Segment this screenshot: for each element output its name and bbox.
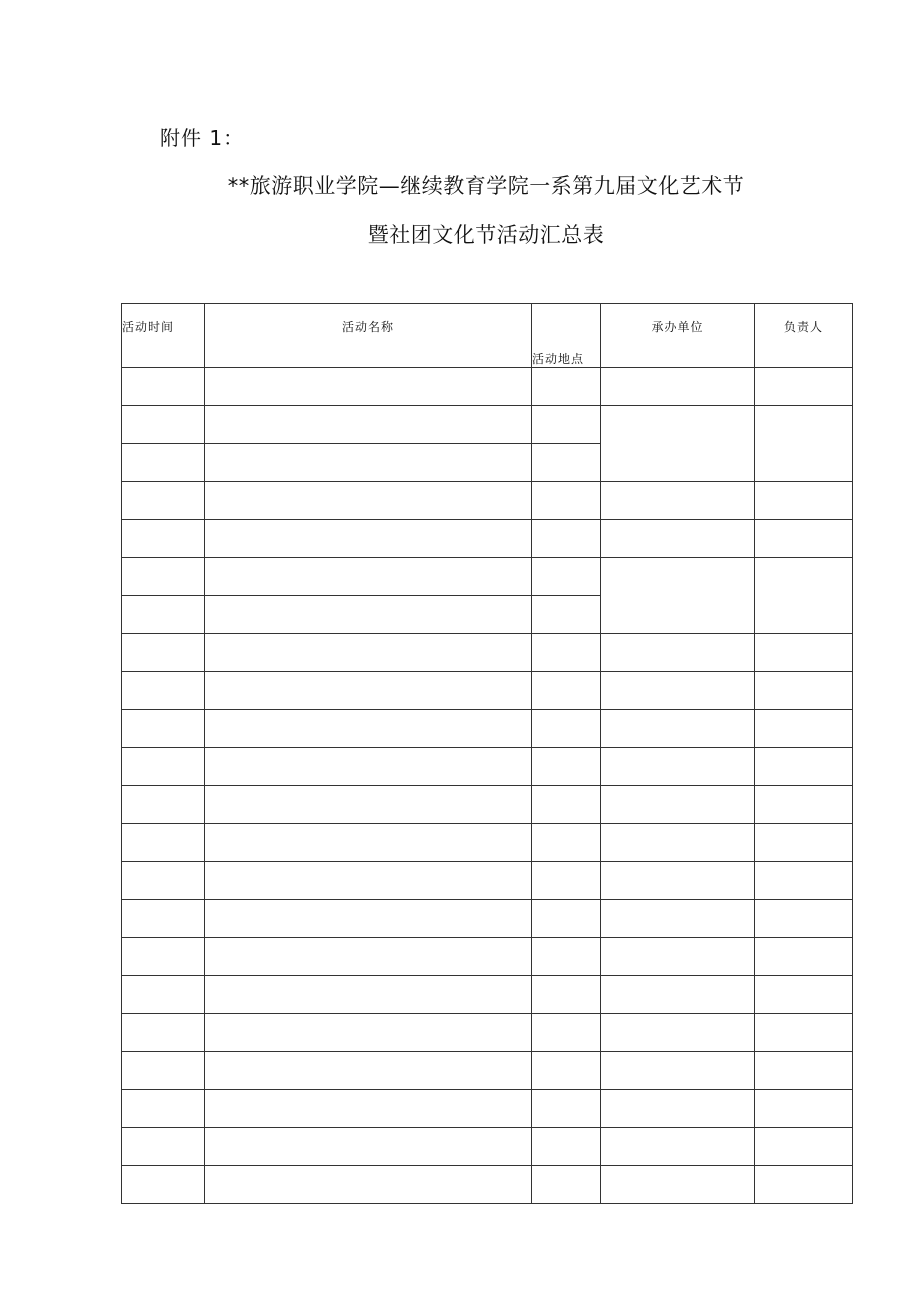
cell-organizer [601,1166,755,1204]
cell-activity-place [532,900,601,938]
cell-responsible-person [755,1090,853,1128]
cell-organizer [601,672,755,710]
cell-organizer [601,862,755,900]
cell-activity-name [205,406,532,444]
cell-activity-place [532,558,601,596]
table-row [122,976,853,1014]
cell-activity-time [122,368,205,406]
table-row [122,900,853,938]
cell-organizer [601,786,755,824]
cell-activity-time [122,558,205,596]
cell-responsible-person [755,710,853,748]
cell-activity-place [532,1090,601,1128]
cell-organizer [601,368,755,406]
cell-responsible-person [755,1014,853,1052]
cell-activity-name [205,482,532,520]
cell-activity-time [122,976,205,1014]
cell-activity-time [122,710,205,748]
cell-activity-place [532,596,601,634]
table-row [122,1014,853,1052]
cell-responsible-person [755,1166,853,1204]
document-title-line-2: 暨社团文化节活动汇总表 [367,223,605,247]
cell-activity-time [122,634,205,672]
table-row [122,710,853,748]
table-header-row [122,304,853,368]
cell-activity-name [205,1014,532,1052]
cell-organizer [601,558,755,634]
cell-responsible-person [755,786,853,824]
cell-responsible-person [755,976,853,1014]
cell-responsible-person [755,634,853,672]
cell-activity-time [122,1128,205,1166]
cell-activity-time [122,444,205,482]
cell-organizer [601,710,755,748]
cell-activity-name [205,1090,532,1128]
cell-activity-name [205,368,532,406]
cell-organizer [601,520,755,558]
cell-organizer [601,748,755,786]
cell-activity-time [122,1090,205,1128]
cell-activity-name [205,862,532,900]
cell-activity-place [532,482,601,520]
cell-activity-name [205,672,532,710]
cell-activity-place [532,710,601,748]
cell-activity-time [122,824,205,862]
cell-activity-place [532,406,601,444]
cell-activity-name [205,786,532,824]
table-row [122,520,853,558]
header-activity-name: 活动名称 [205,304,532,368]
table-row [122,406,853,444]
cell-activity-place [532,1014,601,1052]
cell-activity-time [122,482,205,520]
cell-activity-time [122,862,205,900]
cell-organizer [601,900,755,938]
cell-organizer [601,634,755,672]
cell-activity-time [122,748,205,786]
cell-organizer [601,406,755,482]
cell-responsible-person [755,558,853,634]
table-row [122,1090,853,1128]
table-row [122,558,853,596]
cell-activity-place [532,634,601,672]
table-row [122,1052,853,1090]
cell-organizer [601,1052,755,1090]
cell-activity-place [532,786,601,824]
cell-responsible-person [755,368,853,406]
cell-activity-time [122,1166,205,1204]
table-row [122,368,853,406]
cell-organizer [601,938,755,976]
cell-responsible-person [755,406,853,482]
table-row [122,786,853,824]
cell-activity-name [205,938,532,976]
cell-activity-name [205,558,532,596]
cell-activity-place [532,444,601,482]
cell-organizer [601,824,755,862]
table-row [122,748,853,786]
cell-activity-name [205,1128,532,1166]
table-row [122,634,853,672]
cell-responsible-person [755,862,853,900]
cell-responsible-person [755,938,853,976]
cell-activity-place [532,1052,601,1090]
cell-organizer [601,1014,755,1052]
cell-responsible-person [755,482,853,520]
cell-organizer [601,482,755,520]
cell-responsible-person [755,748,853,786]
cell-activity-name [205,634,532,672]
cell-responsible-person [755,1128,853,1166]
cell-activity-time [122,672,205,710]
cell-organizer [601,1090,755,1128]
table-row [122,1128,853,1166]
cell-organizer [601,976,755,1014]
table-row [122,1166,853,1204]
cell-activity-time [122,900,205,938]
cell-activity-place [532,368,601,406]
header-activity-place: 活动地点 [532,304,601,368]
cell-activity-name [205,444,532,482]
cell-activity-name [205,520,532,558]
cell-activity-time [122,596,205,634]
header-activity-time: 活动时间 [122,304,205,368]
cell-responsible-person [755,520,853,558]
cell-activity-place [532,938,601,976]
cell-activity-place [532,1128,601,1166]
cell-activity-name [205,748,532,786]
cell-activity-place [532,976,601,1014]
cell-activity-place [532,520,601,558]
cell-activity-time [122,938,205,976]
attachment-label: 附件 1： [160,126,245,150]
cell-activity-place [532,1166,601,1204]
cell-activity-place [532,748,601,786]
cell-activity-place [532,862,601,900]
table-row [122,824,853,862]
cell-activity-place [532,672,601,710]
cell-activity-time [122,1014,205,1052]
cell-activity-name [205,900,532,938]
cell-activity-name [205,1052,532,1090]
cell-activity-place [532,824,601,862]
cell-activity-time [122,1052,205,1090]
cell-activity-time [122,406,205,444]
cell-activity-name [205,976,532,1014]
table-row [122,672,853,710]
table-body [122,368,853,1204]
cell-responsible-person [755,824,853,862]
activity-summary-table [121,303,853,1204]
header-responsible-person: 负责人 [755,304,853,368]
table-row [122,862,853,900]
cell-organizer [601,1128,755,1166]
document-title-line-1: **旅游职业学院—继续教育学院一系第九届文化艺术节 [227,174,745,198]
cell-responsible-person [755,1052,853,1090]
cell-activity-name [205,1166,532,1204]
cell-activity-name [205,710,532,748]
cell-activity-name [205,596,532,634]
table-row [122,938,853,976]
cell-activity-time [122,786,205,824]
cell-responsible-person [755,900,853,938]
cell-responsible-person [755,672,853,710]
cell-activity-time [122,520,205,558]
table-row [122,482,853,520]
cell-activity-name [205,824,532,862]
header-organizer: 承办单位 [601,304,755,368]
